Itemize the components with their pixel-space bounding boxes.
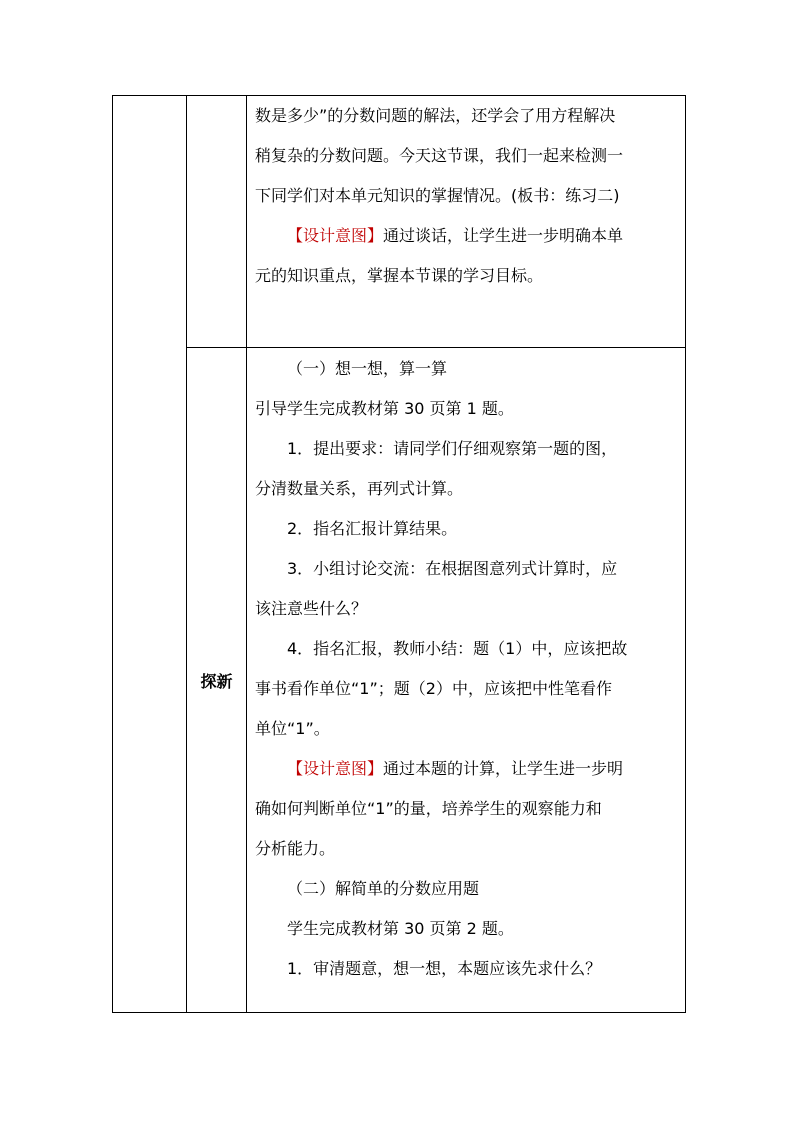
text-line: 分清数量关系，再列式计算。 (255, 479, 464, 498)
stage-cell (113, 96, 187, 1013)
text-line: 确如何判断单位“1”的量，培养学生的观察能力和 (255, 799, 602, 818)
design-intent-tag: 【设计意图】 (287, 759, 384, 778)
text-line: 学生完成教材第 30 页第 2 题。 (287, 919, 514, 938)
table-row (113, 348, 686, 1013)
table-row (113, 96, 686, 348)
text-line: 3．小组讨论交流：在根据图意列式计算时，应 (287, 559, 618, 578)
text-line: 2．指名汇报计算结果。 (287, 519, 458, 538)
text-line: 1．提出要求：请同学们仔细观察第一题的图， (287, 439, 618, 458)
content-cell (247, 348, 686, 1013)
text-line: 该注意些什么？ (255, 599, 368, 618)
label-cell (187, 96, 247, 348)
text-line: 数是多少”的分数问题的解法，还学会了用方程解决 (255, 106, 616, 125)
text-line: 元的知识重点，掌握本节课的学习目标。 (255, 266, 544, 285)
design-intent-tag: 【设计意图】 (287, 226, 384, 245)
design-intent-paragraph: 【设计意图】通过谈话，让学生进一步明确本单 (287, 226, 624, 245)
text-line: 4．指名汇报，教师小结：题（1）中，应该把故 (287, 639, 628, 658)
text-line: 分析能力。 (255, 839, 336, 858)
text-line: 引导学生完成教材第 30 页第 1 题。 (255, 399, 514, 418)
text-line: 事书看作单位“1”；题（2）中，应该把中性笔看作 (255, 679, 612, 698)
text-line: 单位“1”。 (255, 719, 330, 738)
section-heading: （二）解简单的分数应用题 (287, 879, 480, 898)
design-intent-paragraph: 【设计意图】通过本题的计算，让学生进一步明 (287, 759, 624, 778)
label-cell: 探新 (187, 348, 247, 1013)
lesson-plan-table (112, 95, 686, 1013)
section-heading: （一）想一想，算一算 (287, 359, 448, 378)
text-line: 1．审清题意，想一想，本题应该先求什么？ (287, 959, 602, 978)
content-cell (247, 96, 686, 348)
text-line: 下同学们对本单元知识的掌握情况。(板书：练习二) (255, 186, 620, 205)
text-line: 稍复杂的分数问题。今天这节课，我们一起来检测一 (255, 146, 624, 165)
